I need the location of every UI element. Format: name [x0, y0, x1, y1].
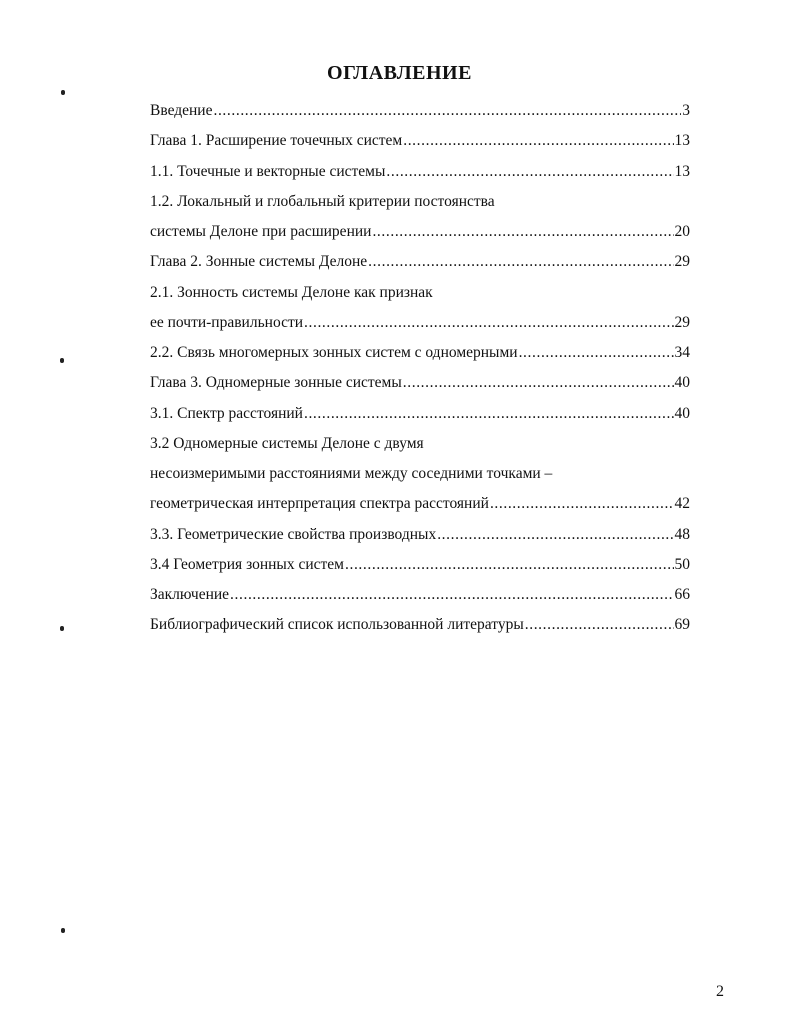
toc-entry-text: 2.2. Связь многомерных зонных систем с одномерными	[150, 344, 518, 361]
toc-entry-text: 3.2 Одномерные системы Делоне с двумя	[150, 434, 424, 452]
toc-entry-page: 13	[674, 132, 690, 150]
toc-entry-page: 13	[674, 162, 690, 180]
toc-leader	[372, 217, 673, 247]
toc-leader	[386, 157, 673, 187]
toc-entry	[150, 247, 690, 277]
toc-leader	[368, 247, 673, 277]
toc-entry-page: 20	[674, 223, 690, 240]
toc-entry-text: Глава 3. Одномерные зонные системы	[150, 374, 402, 392]
toc-entry	[150, 126, 690, 156]
toc-entry-text: Заключение	[150, 586, 230, 603]
toc-leader	[525, 610, 674, 640]
toc-entry-page: 29	[674, 313, 690, 331]
scan-mark	[60, 626, 64, 631]
toc-entry	[150, 610, 690, 640]
page-title: ОГЛАВЛЕНИЕ	[327, 62, 472, 84]
toc-leader	[213, 96, 681, 126]
toc-entry-page: 42	[674, 495, 690, 513]
toc-entry	[150, 96, 690, 126]
toc-leader	[345, 550, 674, 580]
toc-entry-text: системы Делоне при расширении	[150, 223, 372, 240]
toc-entry-text: Библиографический список использованной литературы	[150, 616, 524, 634]
toc-entry	[150, 278, 690, 308]
toc-leader	[230, 580, 673, 610]
toc-entry	[150, 368, 690, 398]
toc-leader	[304, 308, 673, 338]
toc-entry	[150, 308, 690, 338]
toc-entry-text: ее почти-правильности	[150, 313, 304, 331]
page-number: 2	[716, 983, 724, 1000]
toc-entry	[150, 520, 690, 550]
scan-mark	[61, 90, 65, 95]
toc-entry	[150, 429, 690, 459]
toc-entry	[150, 157, 690, 187]
toc-entry	[150, 399, 690, 429]
toc-entry	[150, 580, 690, 610]
toc-entry-page: 66	[674, 586, 690, 603]
toc-entry	[150, 489, 690, 519]
toc-entry-text: 3.3. Геометрические свойства производных	[150, 525, 437, 543]
toc-entry-text: Глава 2. Зонные системы Делоне	[150, 253, 368, 271]
toc-leader	[519, 338, 674, 368]
toc-leader	[304, 399, 674, 429]
toc-entry-page: 3	[682, 102, 690, 119]
toc-entry-text: геометрическая интерпретация спектра расстояний	[150, 495, 489, 513]
scan-mark	[60, 358, 64, 363]
toc-entry-page: 40	[674, 404, 690, 422]
scan-mark	[61, 928, 65, 933]
toc-entry-text: 1.2. Локальный и глобальный критерии постоянства	[150, 192, 495, 210]
toc-entry-page: 40	[674, 374, 690, 392]
toc-entry-page: 48	[674, 525, 690, 543]
toc-leader	[403, 368, 674, 398]
toc-entry-text: 3.4 Геометрия зонных систем	[150, 555, 344, 573]
toc-entry	[150, 217, 690, 247]
toc-entry-text: Глава 1. Расширение точечных систем	[150, 132, 403, 150]
toc-entry-text: Введение	[150, 102, 213, 119]
toc-entry-page: 50	[674, 555, 690, 573]
table-of-contents	[150, 96, 690, 641]
toc-entry-text: 1.1. Точечные и векторные системы	[150, 162, 386, 180]
toc-entry	[150, 187, 690, 217]
toc-leader	[403, 126, 673, 156]
toc-entry	[150, 459, 690, 489]
toc-entry	[150, 550, 690, 580]
toc-entry	[150, 338, 690, 368]
toc-entry-page: 29	[674, 253, 690, 271]
toc-entry-page: 69	[674, 616, 690, 634]
toc-entry-page: 34	[674, 344, 690, 361]
toc-entry-text: 2.1. Зонность системы Делоне как признак	[150, 283, 433, 301]
toc-leader	[490, 489, 674, 519]
toc-leader	[437, 520, 673, 550]
toc-entry-text: несоизмеримыми расстояниями между соседними точками –	[150, 465, 553, 482]
toc-entry-text: 3.1. Спектр расстояний	[150, 404, 303, 422]
